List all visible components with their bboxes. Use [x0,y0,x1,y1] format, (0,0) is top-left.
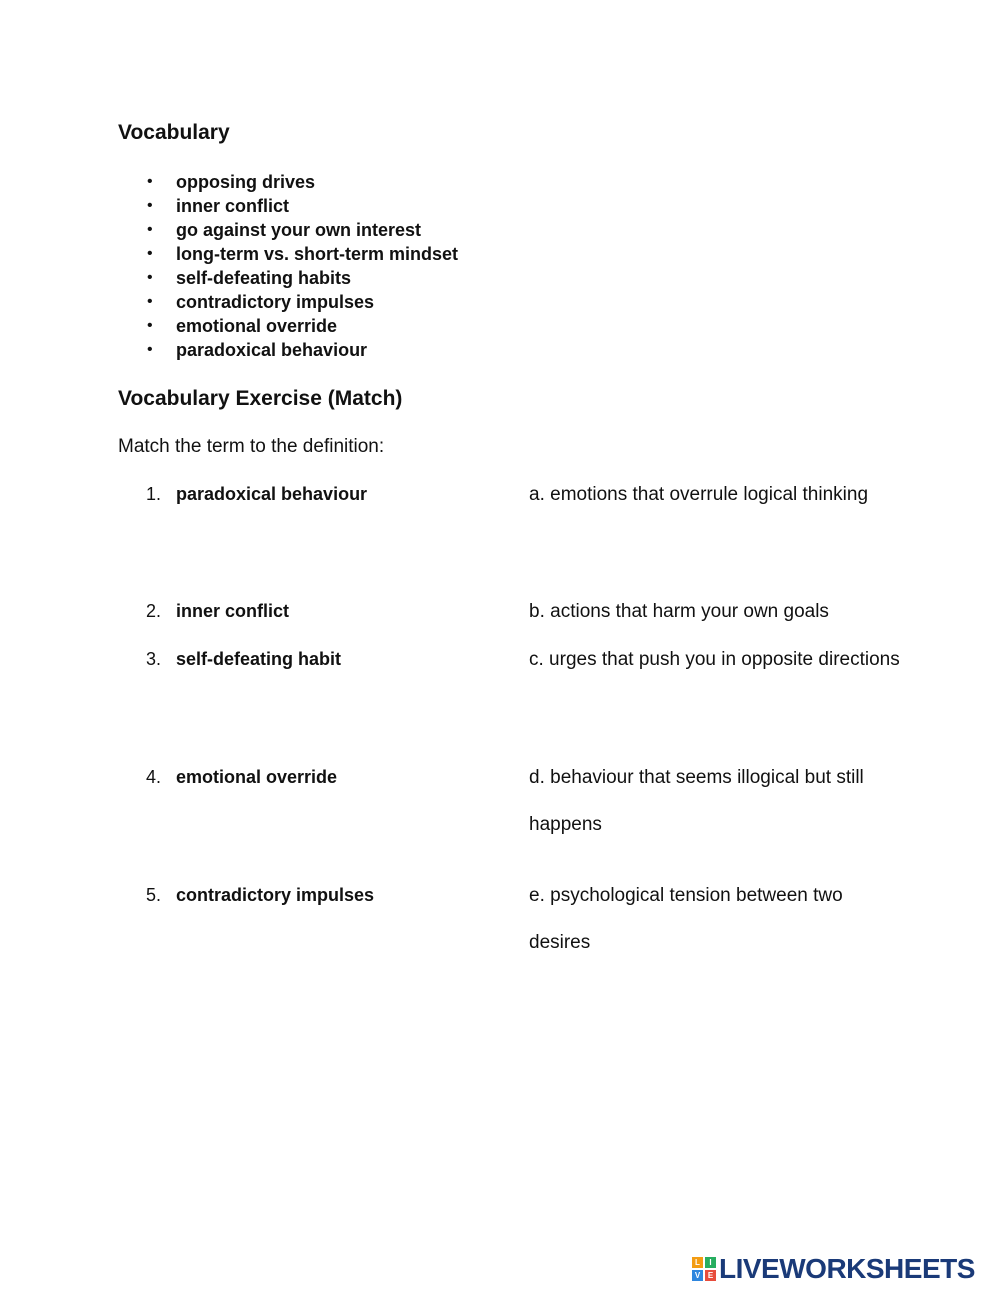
vocabulary-list [118,170,458,362]
vocabulary-item: • inner conflict [147,196,290,216]
match-definition: d. behaviour that seems illogical but still happens [529,767,864,835]
vocabulary-item: • self-defeating habits [147,268,352,288]
match-definition: e. psychological tension between two desires [529,885,843,953]
logo-mark-letter: E [705,1270,716,1281]
vocabulary-item: • contradictory impulses [147,292,375,312]
bullet-icon: • [147,197,153,214]
match-definition: b. actions that harm your own goals [529,601,829,622]
liveworksheets-logo [692,1252,975,1286]
exercise-heading: Vocabulary Exercise (Match) [118,387,403,410]
exercise-instruction: Match the term to the definition: [118,436,385,457]
bullet-icon: • [147,341,153,358]
match-definition: a. emotions that overrule logical thinking [529,484,869,505]
bullet-icon: • [147,221,153,238]
vocabulary-item: • opposing drives [147,172,316,192]
bullet-icon: • [147,269,153,286]
liveworksheets-logo-text: LIVEWORKSHEETS [719,1253,975,1284]
vocabulary-item: • long-term vs. short-term mindset [147,244,459,264]
match-term: 5. contradictory impulses [146,885,375,905]
vocabulary-item: • emotional override [147,316,338,336]
match-term: 4. emotional override [146,767,338,787]
vocabulary-item: • paradoxical behaviour [147,340,368,360]
match-definition: c. urges that push you in opposite directions [529,649,900,670]
logo-mark-letter: L [692,1257,703,1268]
match-term: 3. self-defeating habit [146,649,342,669]
match-term: 2. inner conflict [146,601,290,621]
match-term: 1. paradoxical behaviour [146,484,368,504]
liveworksheets-logo-icon [692,1257,716,1281]
vocabulary-item: • go against your own interest [147,220,422,240]
bullet-icon: • [147,293,153,310]
bullet-icon: • [147,317,153,334]
bullet-icon: • [147,245,153,262]
logo-mark-letter: V [692,1270,703,1281]
logo-mark-letter: I [705,1257,716,1268]
vocabulary-heading: Vocabulary [118,121,230,144]
bullet-icon: • [147,173,153,190]
